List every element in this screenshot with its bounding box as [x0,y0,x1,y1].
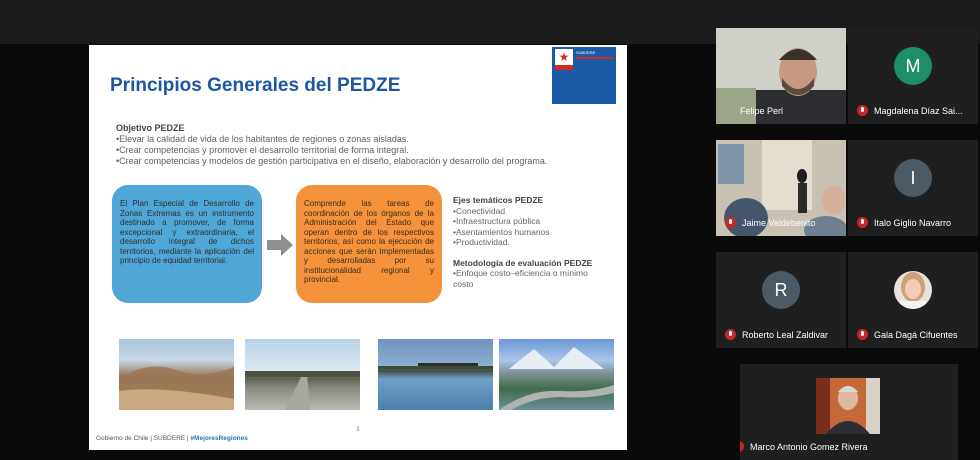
metodologia-heading: Metodología de evaluación PEDZE [453,257,593,268]
participant-name: Roberto Leal Zaldivar [716,329,846,341]
objetivo-section [116,123,547,167]
participant-tile[interactable] [848,140,978,236]
objetivo-heading: Objetivo PEDZE [116,123,185,133]
participant-name: Marco Antonio Gomez Rivera [740,441,942,453]
avatar [894,271,932,309]
avatar: M [894,47,932,85]
ejes-item: •Conectividad [453,205,506,216]
metodologia-item: •Enfoque costo–eficiencia o mínimo [453,268,588,278]
gravel-road-image [245,339,360,410]
page-number: 3 [356,427,360,433]
footer-hashtag: #MejoresRegiones [190,435,248,442]
muted-mic-icon [725,329,736,340]
participant-video [816,378,880,434]
shared-slide [89,45,627,450]
participant-tile[interactable] [740,364,958,460]
ejes-item: •Infraestructura pública [453,216,541,226]
participant-name: Jaime Valdebenito [716,217,846,229]
subdere-logo [552,47,616,104]
participant-name: Felipe Perl [740,106,784,116]
participant-tile[interactable] [716,28,846,124]
metodologia-item: costo [453,278,474,289]
avatar: R [762,271,800,309]
definition-box: El Plan Especial de Desarrollo de Zonas Extremas es un instrumento destinado a promover, de forma excepcional y extraordinaria, el desarrollo integral de dichos territorios, mediante la aplicación del principio de equidad territorial. [112,185,262,303]
pier-lake-image [378,339,493,410]
participant-tile[interactable] [848,28,978,124]
coordination-box: Comprende las tareas de coordinación de los órganos de la Administración del Estado que operan dentro de los respectivos territorios, así como la ejecución de acciones que serán implementadas y desarrolladas por su institucionalidad regional y provincial. [296,185,442,303]
right-arrow-icon [265,233,295,257]
participant-tile[interactable] [848,252,978,348]
chile-star-icon: ★ [555,49,573,65]
muted-mic-icon [857,329,868,340]
participant-tile[interactable] [716,140,846,236]
avatar: I [894,159,932,197]
slide-footer [96,435,248,442]
muted-mic-icon [857,105,868,116]
footer-text: Gobierno de Chile | SUBDERE | [96,435,189,442]
muted-mic-icon [725,217,736,228]
coastal-landscape-image [119,339,234,410]
participant-name: Gala Dagá Cifuentes [848,329,978,341]
participant-name: Magdalena Díaz Sai... [848,105,978,117]
ejes-item: •Asentamientos humanos [453,226,550,237]
participant-tile[interactable] [716,252,846,348]
objetivo-item: •Crear competencias y promover el desarrollo territorial de forma integral. [116,145,409,155]
objetivo-item: •Crear competencias y modelos de gestión participativa en el diseño, elaboración y desarrollo del programa. [116,156,548,166]
ejes-section [453,195,625,289]
participant-name: Italo Giglio Navarro [848,217,978,229]
muted-mic-icon [857,217,868,228]
ejes-heading: Ejes temáticos PEDZE [453,195,544,205]
objetivo-item: •Elevar la calidad de vida de los habitantes de regiones o zonas aisladas. [116,134,409,144]
muted-mic-icon [740,441,744,452]
slide-title: Principios Generales del PEDZE [110,75,401,96]
mountain-road-image [499,339,614,410]
logo-label: SUBDERE [576,50,596,55]
ejes-item: •Productividad. [453,237,510,247]
